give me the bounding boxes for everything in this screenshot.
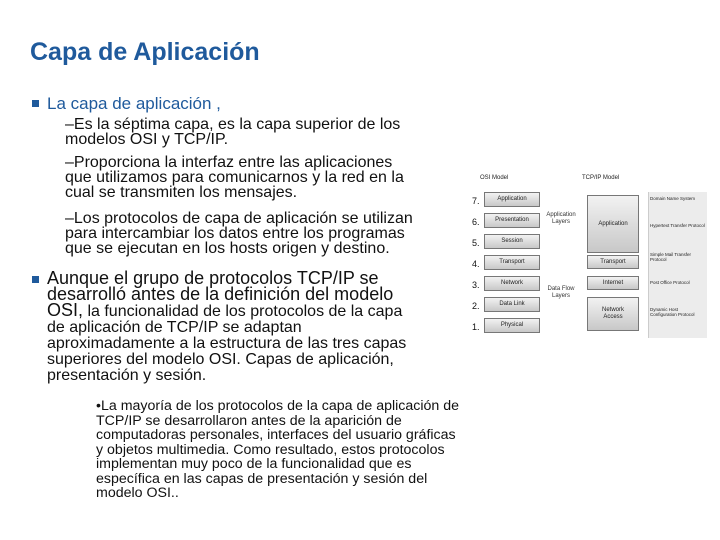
- bullet-square-icon: [32, 276, 39, 283]
- osi-layer-box: Application: [484, 192, 540, 207]
- sub-bullet-1-line-2: modelos OSI y TCP/IP.: [65, 131, 229, 148]
- bullet-3-paragraph: •La mayoría de los protocolos de la capa de aplicación de TCP/IP se desarrollaron antes de la aparición de computadoras personales, interfaces del usuario gráficas y objetos multimedia. Como resultado, estos protocolos implementan muy poco de la funcionalidad que es específica en las capas de presentación y sesión del modelo OSI..: [96, 398, 460, 501]
- sub-bullet-2: [65, 155, 404, 200]
- sub-bullet-3-line-3: que se ejecutan en los hosts origen y destino.: [65, 240, 390, 257]
- sub-bullet-3: [65, 211, 413, 256]
- data-flow-layers-label-line-2: Layers: [551, 293, 570, 299]
- osi-layer-2: [472, 294, 540, 312]
- data-flow-layers-label-line-1: Data Flow: [547, 286, 575, 292]
- osi-layer-number: 7.: [472, 196, 480, 206]
- application-layers-label-line-1: Application: [546, 212, 576, 218]
- osi-layer-3: [472, 273, 540, 291]
- osi-layer-number: 2.: [472, 301, 480, 311]
- tcp-network-access-line-1: Network: [601, 307, 624, 313]
- osi-model-header: OSI Model: [480, 175, 509, 181]
- tcpip-model-header: TCP/IP Model: [582, 175, 620, 181]
- bullet-1: [32, 94, 221, 114]
- osi-layer-6: [472, 210, 540, 228]
- application-layers-label: [541, 212, 581, 226]
- osi-layer-number: 4.: [472, 259, 480, 269]
- bullet-2-line-6: superiores del modelo OSI. Capas de aplicación,: [47, 351, 394, 368]
- sub-bullet-3-line-1: –Los protocolos de capa de aplicación se utilizan: [65, 210, 413, 227]
- bullet-2-text: [47, 270, 406, 384]
- bullet-2-line-5: aproximadamente a la estructura de las tres capas: [47, 335, 407, 352]
- tcp-internet-box: Internet: [587, 276, 639, 290]
- bullet-1-text: La capa de aplicación ,: [47, 94, 221, 113]
- sub-bullet-2-line-3: cual se transmiten los mensajes.: [65, 184, 298, 201]
- protocol-item: Dynamic Host Configuration Protocol: [650, 307, 695, 317]
- osi-layer-number: 3.: [472, 280, 480, 290]
- osi-layer-box: Session: [484, 234, 540, 249]
- tcp-application-box: Application: [587, 195, 639, 253]
- application-layers-label-line-2: Layers: [551, 219, 570, 225]
- osi-layer-1: [472, 315, 540, 333]
- osi-layer-box: Transport: [484, 255, 540, 270]
- osi-tcpip-diagram: [470, 170, 710, 340]
- tcp-network-access-box: [587, 297, 639, 331]
- tcp-network-access-line-2: Access: [603, 314, 623, 320]
- osi-layer-box: Presentation: [484, 213, 540, 228]
- protocol-item: Domain Name System: [650, 196, 696, 201]
- osi-layer-7: [472, 189, 540, 207]
- sub-bullet-1-line-1: –Es la séptima capa, es la capa superior de los: [65, 116, 401, 133]
- protocol-item: Simple Mail Transfer Protocol: [650, 252, 692, 262]
- osi-layer-5: [472, 231, 540, 249]
- sub-bullet-2-line-1: –Proporciona la interfaz entre las aplicaciones: [65, 154, 393, 171]
- bullet-square-icon: [32, 100, 39, 107]
- sub-bullet-1: [65, 117, 400, 147]
- osi-layer-number: 6.: [472, 217, 480, 227]
- osi-layer-box: Physical: [484, 318, 540, 333]
- protocol-item: Post Office Protocol: [650, 280, 690, 285]
- sub-bullet-3-line-2: para intercambiar los datos entre los programas: [65, 225, 405, 242]
- tcp-transport-box: Transport: [587, 255, 639, 269]
- bullet-2-line-4: de aplicación de TCP/IP se adaptan: [47, 319, 302, 336]
- osi-layer-box: Network: [484, 276, 540, 291]
- osi-layer-number: 5.: [472, 238, 480, 248]
- bullet-2-line-3: [47, 302, 406, 320]
- sub-bullet-2-line-2: que utilizamos para comunicarnos y la red en la: [65, 169, 404, 186]
- data-flow-layers-label: [541, 286, 581, 300]
- bullet-2-line-2: desarrolló antes de la definición del modelo: [47, 284, 394, 304]
- osi-layer-box: Data Link: [484, 297, 540, 312]
- bullet-2-line-3b: la funcionalidad de los protocolos de la capa: [83, 303, 403, 320]
- bullet-2-line-7: presentación y sesión.: [47, 367, 207, 384]
- bullet-2: [32, 270, 406, 384]
- osi-layer-4: [472, 252, 540, 270]
- slide-title: Capa de Aplicación: [30, 38, 260, 66]
- bullet-2-line-1: Aunque el grupo de protocolos TCP/IP se: [47, 268, 379, 288]
- osi-layer-number: 1.: [472, 322, 480, 332]
- bullet-2-line-3a: OSI,: [47, 300, 84, 320]
- protocol-item: Hypertext Transfer Protocol: [650, 223, 705, 228]
